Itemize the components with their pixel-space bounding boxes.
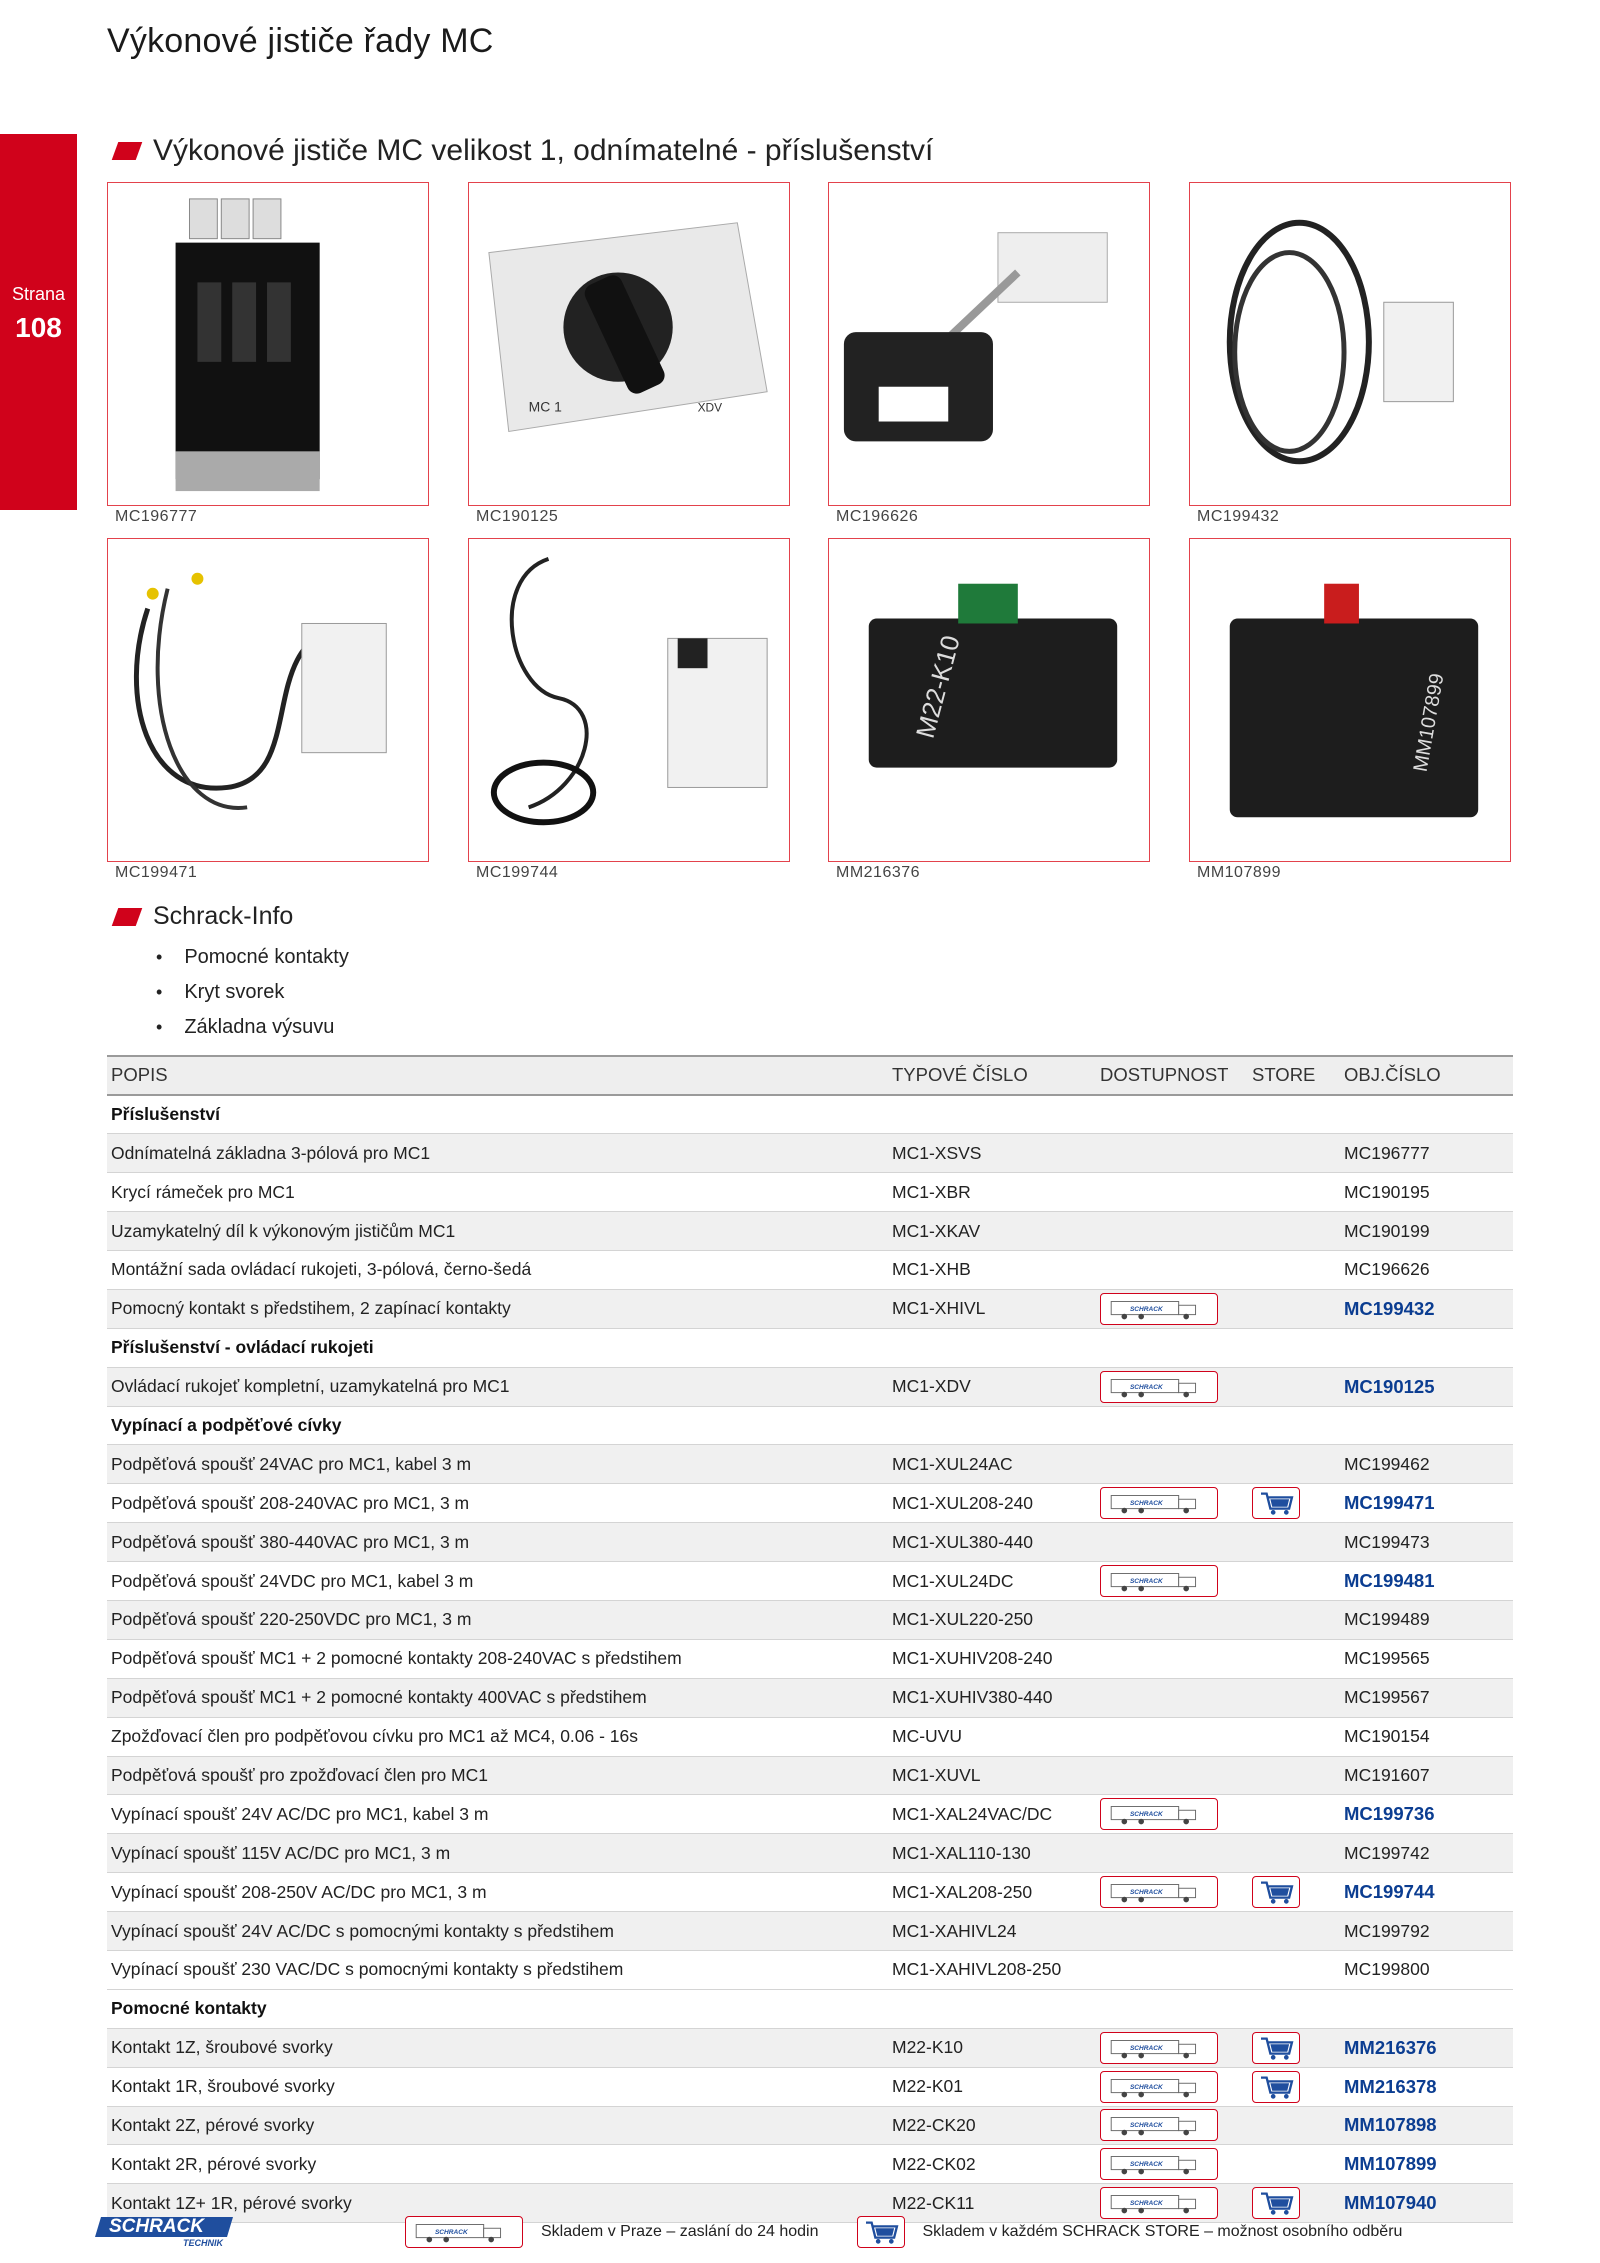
cell-availability [1096, 1678, 1248, 1717]
mccb-removable-base-photo [108, 183, 428, 505]
table-row [107, 1678, 1513, 1717]
cell-order-number: MC199792 [1340, 1912, 1513, 1951]
cell-availability [1096, 1484, 1248, 1523]
cell-order-number: MC199736 [1340, 1795, 1513, 1834]
cell-store [1248, 1717, 1340, 1756]
cell-description: Podpěťová spoušť MC1 + 2 pomocné kontakty 208-240VAC s předstihem [107, 1639, 888, 1678]
cell-availability [1096, 1873, 1248, 1912]
product-photo-8 [1189, 538, 1511, 862]
legend-cart-icon [857, 2216, 905, 2248]
truck-icon [1100, 1293, 1218, 1325]
cell-order-number: MC199462 [1340, 1445, 1513, 1484]
cell-description: Zpožďovací člen pro podpěťovou cívku pro MC1 až MC4, 0.06 - 16s [107, 1717, 888, 1756]
category-label: Příslušenství - ovládací rukojeti [107, 1328, 1513, 1367]
info-marker-icon [112, 908, 143, 926]
cell-store [1248, 1173, 1340, 1212]
photo-caption-4: MC199432 [1197, 508, 1280, 525]
store-cart-icon [1252, 2032, 1300, 2064]
cell-type-number: MC1-XAHIVL208-250 [888, 1950, 1096, 1989]
cell-store [1248, 2067, 1340, 2106]
info-bullet: • Pomocné kontakty [156, 940, 349, 975]
product-photo-7 [828, 538, 1150, 862]
cell-store [1248, 1367, 1340, 1406]
cell-type-number: MC1-XUL220-250 [888, 1600, 1096, 1639]
table-header-row [107, 1056, 1513, 1095]
svg-text:SCHRACK: SCHRACK [1129, 2044, 1163, 2052]
cell-availability [1096, 1717, 1248, 1756]
header-availability: DOSTUPNOST [1096, 1056, 1248, 1095]
cell-store [1248, 1484, 1340, 1523]
store-cart-icon [1252, 2071, 1300, 2103]
cell-order-number: MC190199 [1340, 1212, 1513, 1251]
cell-description: Vypínací spoušť 230 VAC/DC s pomocnými kontakty s předstihem [107, 1950, 888, 1989]
cell-order-number: MM107899 [1340, 2145, 1513, 2184]
cell-order-number: MM216378 [1340, 2067, 1513, 2106]
svg-text:XDV: XDV [697, 400, 723, 415]
truck-icon [1100, 1371, 1218, 1403]
cell-type-number: MC1-XUL208-240 [888, 1484, 1096, 1523]
side-tab-label: Strana [11, 284, 66, 304]
table-row [107, 1134, 1513, 1173]
cell-description: Kontakt 2Z, pérové svorky [107, 2106, 888, 2145]
cell-description: Vypínací spoušť 24V AC/DC pro MC1, kabel 3 m [107, 1795, 888, 1834]
contact-block-k10-photo [829, 539, 1149, 861]
category-label: Vypínací a podpěťové cívky [107, 1406, 1513, 1445]
cell-availability [1096, 1834, 1248, 1873]
cell-availability [1096, 1523, 1248, 1562]
cell-type-number: MC1-XUL380-440 [888, 1523, 1096, 1562]
cell-order-number: MC190154 [1340, 1717, 1513, 1756]
cell-availability [1096, 1289, 1248, 1328]
svg-text:SCHRACK: SCHRACK [1129, 1305, 1163, 1313]
truck-icon [1100, 2071, 1218, 2103]
cell-order-number: MC199565 [1340, 1639, 1513, 1678]
table-row [107, 1484, 1513, 1523]
cell-order-number: MC190195 [1340, 1173, 1513, 1212]
table-row [107, 1173, 1513, 1212]
contact-block-ck02-photo [1190, 539, 1510, 861]
cell-type-number: MC1-XUVL [888, 1756, 1096, 1795]
table-row [107, 1717, 1513, 1756]
svg-text:M22-K10: M22-K10 [911, 632, 966, 742]
svg-text:SCHRACK: SCHRACK [1129, 2122, 1163, 2130]
cell-store [1248, 1212, 1340, 1251]
cell-description: Kontakt 1R, šroubové svorky [107, 2067, 888, 2106]
photo-caption-3: MC196626 [836, 508, 919, 525]
info-bullet: • Základna výsuvu [156, 1010, 349, 1045]
store-cart-icon [1252, 1876, 1300, 1908]
table-row [107, 1795, 1513, 1834]
cell-description: Podpěťová spoušť 380-440VAC pro MC1, 3 m [107, 1523, 888, 1562]
header-type: TYPOVÉ ČÍSLO [888, 1056, 1096, 1095]
table-row [107, 1639, 1513, 1678]
cell-availability [1096, 1639, 1248, 1678]
cell-description: Kontakt 1Z+ 1R, pérové svorky [107, 2184, 888, 2223]
cell-type-number: MC1-XSVS [888, 1134, 1096, 1173]
door-handle-shaft-photo [829, 183, 1149, 505]
legend-truck-text: Skladem v Praze – zaslání do 24 hodin [541, 2223, 819, 2240]
cell-availability [1096, 2106, 1248, 2145]
photo-caption-8: MM107899 [1197, 864, 1282, 881]
truck-icon [1100, 1487, 1218, 1519]
cell-description: Vypínací spoušť 208-250V AC/DC pro MC1, 3 m [107, 1873, 888, 1912]
photo-caption-5: MC199471 [115, 864, 198, 881]
cell-type-number: M22-K01 [888, 2067, 1096, 2106]
table-row [107, 1912, 1513, 1951]
svg-text:SCHRACK: SCHRACK [1129, 1500, 1163, 1508]
cell-store [1248, 1756, 1340, 1795]
cell-store [1248, 1250, 1340, 1289]
cell-store [1248, 1912, 1340, 1951]
table-row [107, 2145, 1513, 2184]
cell-store [1248, 2145, 1340, 2184]
cell-order-number: MC196626 [1340, 1250, 1513, 1289]
table-row [107, 2106, 1513, 2145]
cell-availability [1096, 1562, 1248, 1601]
svg-text:SCHRACK: SCHRACK [1129, 1577, 1163, 1585]
cell-type-number: MC1-XKAV [888, 1212, 1096, 1251]
product-photo-5 [107, 538, 429, 862]
product-photo-4 [1189, 182, 1511, 506]
cell-order-number: MM107898 [1340, 2106, 1513, 2145]
cell-store [1248, 1950, 1340, 1989]
table-row [107, 2028, 1513, 2067]
svg-text:MM107899: MM107899 [1409, 671, 1449, 774]
svg-text:SCHRACK: SCHRACK [1129, 2161, 1163, 2169]
cell-type-number: MC1-XBR [888, 1173, 1096, 1212]
svg-text:SCHRACK: SCHRACK [1129, 1383, 1163, 1391]
cell-order-number: MC199473 [1340, 1523, 1513, 1562]
page-title: Výkonové jističe řady MC [107, 22, 494, 60]
cell-order-number: MC199432 [1340, 1289, 1513, 1328]
cell-description: Ovládací rukojeť kompletní, uzamykatelná pro MC1 [107, 1367, 888, 1406]
cell-store [1248, 2106, 1340, 2145]
cell-type-number: M22-CK02 [888, 2145, 1096, 2184]
cell-store [1248, 1873, 1340, 1912]
table-row [107, 1445, 1513, 1484]
cell-type-number: MC1-XHIVL [888, 1289, 1096, 1328]
cell-description: Kontakt 1Z, šroubové svorky [107, 2028, 888, 2067]
cell-availability [1096, 1445, 1248, 1484]
cell-store [1248, 1445, 1340, 1484]
svg-text:SCHRACK: SCHRACK [1129, 2083, 1163, 2091]
cell-availability [1096, 2145, 1248, 2184]
cell-description: Vypínací spoušť 115V AC/DC pro MC1, 3 m [107, 1834, 888, 1873]
svg-text:SCHRACK: SCHRACK [1129, 2200, 1163, 2208]
page-side-tab [0, 134, 77, 510]
cell-order-number: MC190125 [1340, 1367, 1513, 1406]
section-heading-text: Výkonové jističe MC velikost 1, odnímatelné - příslušenství [153, 134, 934, 167]
table-category-row [107, 1989, 1513, 2028]
cell-availability [1096, 1173, 1248, 1212]
product-photo-1 [107, 182, 429, 506]
table-category-row [107, 1328, 1513, 1367]
cell-availability [1096, 1912, 1248, 1951]
cell-description: Podpěťová spoušť pro zpožďovací člen pro MC1 [107, 1756, 888, 1795]
cell-availability [1096, 1756, 1248, 1795]
cell-store [1248, 1523, 1340, 1562]
auxiliary-contact-cable-photo [1190, 183, 1510, 505]
side-tab-page-number: 108 [15, 312, 62, 343]
table-category-row [107, 1095, 1513, 1134]
truck-icon [1100, 2032, 1218, 2064]
product-photo-6 [468, 538, 790, 862]
cell-order-number: MC199800 [1340, 1950, 1513, 1989]
store-cart-icon [1252, 1487, 1300, 1519]
cell-description: Vypínací spoušť 24V AC/DC s pomocnými kontakty s předstihem [107, 1912, 888, 1951]
logo-subtext: TECHNIK [183, 2238, 223, 2248]
cell-description: Pomocný kontakt s předstihem, 2 zapínací kontakty [107, 1289, 888, 1328]
photo-caption-2: MC190125 [476, 508, 559, 525]
cell-order-number: MC191607 [1340, 1756, 1513, 1795]
photo-caption-6: MC199744 [476, 864, 559, 881]
cell-order-number: MC199567 [1340, 1678, 1513, 1717]
truck-icon [1100, 2109, 1218, 2141]
cell-description: Podpěťová spoušť 24VDC pro MC1, kabel 3 m [107, 1562, 888, 1601]
photo-caption-7: MM216376 [836, 864, 921, 881]
truck-icon [1100, 2148, 1218, 2180]
table-row [107, 1834, 1513, 1873]
table-row [107, 1212, 1513, 1251]
cell-type-number: MC1-XHB [888, 1250, 1096, 1289]
cell-store [1248, 1678, 1340, 1717]
cell-description: Podpěťová spoušť MC1 + 2 pomocné kontakty 400VAC s předstihem [107, 1678, 888, 1717]
cell-order-number: MM216376 [1340, 2028, 1513, 2067]
cell-availability [1096, 1367, 1248, 1406]
cell-store [1248, 1600, 1340, 1639]
undervoltage-release-cable-photo [108, 539, 428, 861]
svg-text:SCHRACK: SCHRACK [1129, 1889, 1163, 1897]
cell-description: Montážní sada ovládací rukojeti, 3-pólová, černo-šedá [107, 1250, 888, 1289]
table-row [107, 1562, 1513, 1601]
cell-description: Uzamykatelný díl k výkonovým jističům MC1 [107, 1212, 888, 1251]
shunt-release-photo [469, 539, 789, 861]
info-bullet: • Kryt svorek [156, 975, 349, 1010]
category-label: Pomocné kontakty [107, 1989, 1513, 2028]
cell-availability [1096, 1250, 1248, 1289]
svg-text:MC 1: MC 1 [528, 398, 562, 415]
cell-order-number: MC199742 [1340, 1834, 1513, 1873]
table-row [107, 1873, 1513, 1912]
cell-type-number: MC1-XUL24AC [888, 1445, 1096, 1484]
product-table [107, 1055, 1513, 2223]
cell-order-number: MC199489 [1340, 1600, 1513, 1639]
table-row [107, 1289, 1513, 1328]
cell-order-number: MC199481 [1340, 1562, 1513, 1601]
logo-text: SCHRACK [109, 2216, 204, 2237]
table-row [107, 1756, 1513, 1795]
header-desc: POPIS [107, 1056, 888, 1095]
page-footer [95, 2212, 1515, 2252]
table-row [107, 2067, 1513, 2106]
table-category-row [107, 1406, 1513, 1445]
rotary-handle-photo [469, 183, 789, 505]
cell-order-number: MC199744 [1340, 1873, 1513, 1912]
header-store: STORE [1248, 1056, 1340, 1095]
table-row [107, 1523, 1513, 1562]
truck-icon [1100, 1876, 1218, 1908]
product-table-body [107, 1095, 1513, 2223]
cell-description: Podpěťová spoušť 220-250VDC pro MC1, 3 m [107, 1600, 888, 1639]
section-marker-icon [112, 142, 143, 160]
cell-order-number: MM107940 [1340, 2184, 1513, 2223]
cell-availability [1096, 2028, 1248, 2067]
cell-store [1248, 1639, 1340, 1678]
cell-description: Odnímatelná základna 3-pólová pro MC1 [107, 1134, 888, 1173]
cell-type-number: MC1-XUHIV208-240 [888, 1639, 1096, 1678]
truck-icon [1100, 1565, 1218, 1597]
cell-description: Krycí rámeček pro MC1 [107, 1173, 888, 1212]
photo-caption-1: MC196777 [115, 508, 198, 525]
cell-type-number: MC-UVU [888, 1717, 1096, 1756]
cell-availability [1096, 1600, 1248, 1639]
cell-type-number: MC1-XUHIV380-440 [888, 1678, 1096, 1717]
info-heading [115, 902, 293, 931]
cell-availability [1096, 1134, 1248, 1173]
cell-store [1248, 1795, 1340, 1834]
section-heading [115, 134, 933, 168]
table-row [107, 1950, 1513, 1989]
svg-text:SCHRACK: SCHRACK [1129, 1811, 1163, 1819]
cell-order-number: MC196777 [1340, 1134, 1513, 1173]
cell-type-number: MC1-XDV [888, 1367, 1096, 1406]
cell-availability [1096, 1950, 1248, 1989]
cell-availability [1096, 2067, 1248, 2106]
legend-truck-icon [405, 2216, 523, 2248]
info-heading-text: Schrack-Info [153, 902, 294, 930]
cell-description: Kontakt 2R, pérové svorky [107, 2145, 888, 2184]
cell-store [1248, 2028, 1340, 2067]
table-row [107, 1367, 1513, 1406]
cell-type-number: M22-CK11 [888, 2184, 1096, 2223]
category-label: Příslušenství [107, 1095, 1513, 1134]
table-row [107, 1600, 1513, 1639]
cell-type-number: MC1-XAL24VAC/DC [888, 1795, 1096, 1834]
header-order-number: OBJ.ČÍSLO [1340, 1056, 1513, 1095]
table-row [107, 1250, 1513, 1289]
cell-store [1248, 1834, 1340, 1873]
cell-type-number: M22-K10 [888, 2028, 1096, 2067]
cell-type-number: MC1-XUL24DC [888, 1562, 1096, 1601]
cell-type-number: MC1-XAL110-130 [888, 1834, 1096, 1873]
cell-store [1248, 1134, 1340, 1173]
product-photo-3 [828, 182, 1150, 506]
svg-text:SCHRACK: SCHRACK [434, 2228, 468, 2236]
cell-availability [1096, 1795, 1248, 1834]
info-bullet-list [156, 940, 349, 1045]
cell-store [1248, 1289, 1340, 1328]
cell-store [1248, 1562, 1340, 1601]
truck-icon [1100, 1798, 1218, 1830]
cell-availability [1096, 1212, 1248, 1251]
cell-description: Podpěťová spoušť 24VAC pro MC1, kabel 3 m [107, 1445, 888, 1484]
cell-type-number: MC1-XAL208-250 [888, 1873, 1096, 1912]
product-photo-2 [468, 182, 790, 506]
cell-type-number: M22-CK20 [888, 2106, 1096, 2145]
cell-description: Podpěťová spoušť 208-240VAC pro MC1, 3 m [107, 1484, 888, 1523]
legend-store-text: Skladem v každém SCHRACK STORE – možnost osobního odběru [922, 2223, 1403, 2240]
schrack-logo [95, 2213, 237, 2251]
cell-type-number: MC1-XAHIVL24 [888, 1912, 1096, 1951]
cell-order-number: MC199471 [1340, 1484, 1513, 1523]
